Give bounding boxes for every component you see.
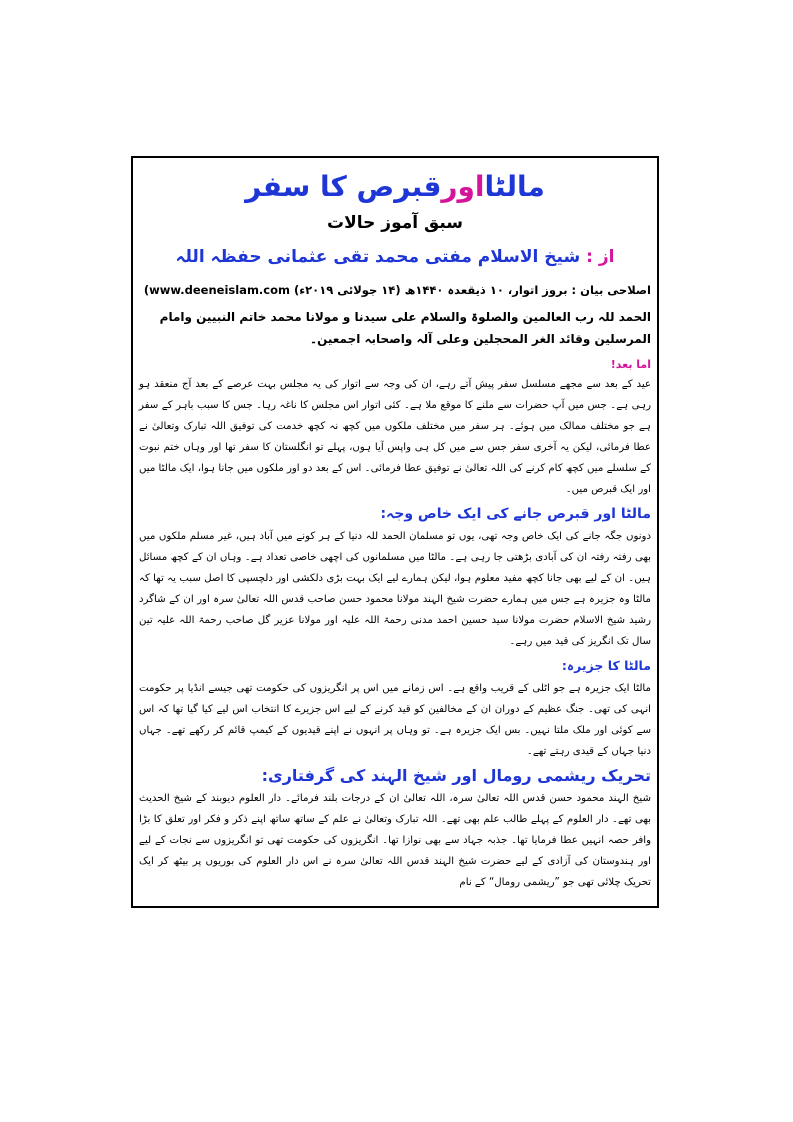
author-line: [139, 244, 651, 270]
content-body: [139, 166, 651, 893]
section-heading-silk-letter: تحریک ریشمی رومال اور شیخ الہند کی گرفتاری:: [261, 766, 651, 785]
meta-site: (www.deeneislam.com: [143, 283, 290, 297]
page-subtitle: سبق آموز حالات: [327, 213, 463, 233]
author-prefix: از :: [586, 247, 615, 267]
title-part-3: قبرص کا سفر: [245, 170, 442, 203]
title-part-1: مالٹا: [484, 170, 545, 203]
intro-paragraph: عید کے بعد سے مجھے مسلسل سفر پیش آتے رہے، ان کی وجہ سے اتوار کی یہ مجلس بہت عرصے کے بعد آج منعقد ہو رہی ہے۔ جس میں آپ حضرات سے ملنے کا موقع ملا ہے۔ کئی اتوار اس مجلس کا ناغہ رہا۔ جس کا سبب باہر کے سفر ہے جو مختلف ممالک میں ہوئے۔ ہر سفر میں مختلف ملکوں میں کچھ نہ کچھ خدمت کی توفیق اللہ تبارک وتعالیٰ نے عطا فرمائی، لیکن یہ آخری سفر جس سے میں کل ہی واپس آیا ہوں، پہلے تو انگلستان کا سفر تھا اور وہاں ختم نبوت کے سلسلے میں کچھ کام کرنے کی اللہ تعالیٰ نے توفیق عطا فرمائی۔ اس کے بعد دو اور ملکوں میں جانا ہوا، ایک مالٹا میں اور ایک قبرص میں۔: [139, 379, 651, 495]
section-heading-reason: مالٹا اور قبرص جانے کی ایک خاص وجہ:: [380, 506, 651, 522]
title-part-2: اور: [441, 170, 485, 203]
section-heading-malta-island: مالٹا کا جزیرہ:: [561, 658, 651, 673]
meta-date: اصلاحی بیان : بروز اتوار، ۱۰ ذیقعدہ ۱۴۴۰ھ (۱۴ جولائی ۲۰۱۹ء): [294, 283, 651, 297]
author-name: شیخ الاسلام مفتی محمد تقی عثمانی حفظہ اللہ: [175, 247, 581, 267]
section-body-silk-letter: شیخ الہند محمود حسن قدس اللہ تعالیٰ سرہ، اللہ تعالیٰ ان کے درجات بلند فرمائے۔ دار العلوم دیوبند کے شیخ الحدیث بھی تھے۔ دار العلوم کے پہلے طالب علم بھی تھے۔ اللہ تبارک وتعالیٰ نے علم کے ساتھ ساتھ اپنے ذکر و فکر اور تعلق کا بڑا وافر حصہ انہیں عطا فرمایا تھا۔ جذبہ جہاد سے بھی نوازا تھا۔ انگریزوں کی حکومت تھی تو انگریزوں سے نجات کے لیے اور ہندوستان کی آزادی کے لیے حضرت شیخ الہند قدس اللہ تعالیٰ سرہ نے اس دار العلوم کی بوریوں پر بیٹھ کر ایک تحریک چلائی تھی جو ”ریشمی رومال“ کے نام: [139, 793, 651, 888]
section-body-malta-island: مالٹا ایک جزیرہ ہے جو اٹلی کے قریب واقع ہے۔ اس زمانے میں اس پر انگریزوں کی حکومت تھی جیسے انڈیا پر حکومت انہی کی تھی۔ جنگ عظیم کے دوران ان کے مخالفین کو قید کرنے کے لیے اس جزیرے کا انتخاب اس لیے کیا گیا تھا کہ اس سے کوئی اور ملک ملتا نہیں۔ بس ایک جزیرہ ہے۔ تو وہاں پر انہوں نے اپنے قیدیوں کے کیمپ قائم کر رکھے تھے۔ جہاں دنیا جہاں کے قیدی رہتے تھے۔: [139, 683, 651, 757]
content-frame: [131, 156, 659, 908]
page-title: [139, 168, 651, 206]
arabic-opening: الحمد للہ رب العالمین والصلوۃ والسلام علی سیدنا و مولانا محمد خاتم النبیین وامام المرسلین وقائد الغر المحجلین وعلی آلہ واصحابہ اجمعین۔: [159, 310, 651, 346]
section-body-reason: دونوں جگہ جانے کی ایک خاص وجہ تھی، یوں تو مسلمان الحمد للہ دنیا کے ہر کونے میں آباد ہیں، غیر مسلم ملکوں میں بھی رفتہ رفتہ ان کی آبادی بڑھتی جا رہی ہے۔ مالٹا میں مسلمانوں کی اچھی خاصی تعداد ہے۔ وہاں ان کے کچھ مسائل ہیں۔ ان کے لیے بھی جانا کچھ مفید معلوم ہوا، لیکن ہمارے لیے ایک بہت بڑی دلکشی اور دلچسپی کا اصل سبب یہ تھا کہ مالٹا وہ جزیرہ ہے جس میں ہمارے حضرت شیخ الہند مولانا محمود حسن صاحب قدس اللہ تعالیٰ سرہ اور ان کے شاگرد رشید شیخ الاسلام حضرت مولانا سید حسین احمد مدنی رحمۃ اللہ علیہ اور مولانا عزیر گل صاحب رحمۃ اللہ علیہ تین سال تک انگریز کی قید میں رہے۔: [139, 531, 651, 647]
amma-baad-label: اما بعد!: [610, 358, 651, 371]
meta-line: [139, 280, 651, 300]
